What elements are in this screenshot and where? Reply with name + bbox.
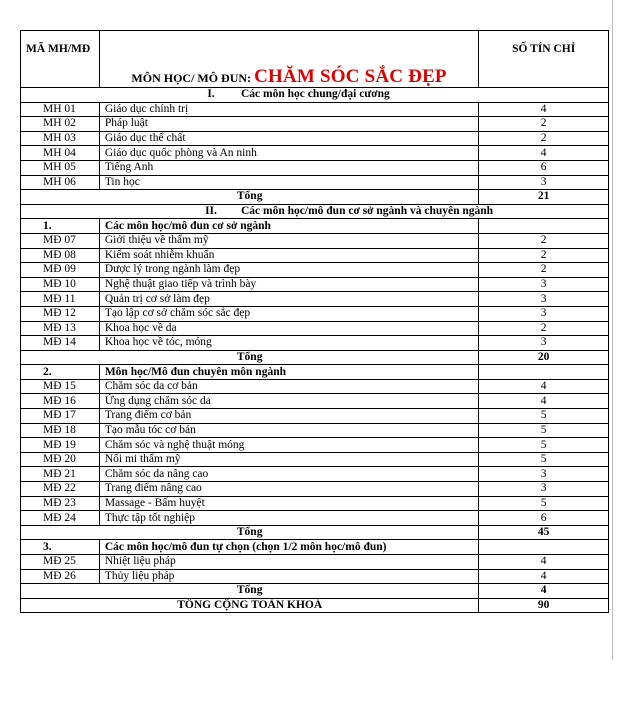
course-code: MĐ 16: [21, 394, 100, 409]
course-name: Giáo dục quốc phòng và An ninh: [99, 146, 479, 161]
course-code: MĐ 12: [21, 306, 100, 321]
course-code: MĐ 25: [21, 555, 100, 570]
course-credits: 3: [479, 336, 609, 351]
table-row: [21, 511, 609, 526]
course-name: Nối mi thẩm mỹ: [99, 452, 479, 467]
group-specialized-heading-title: Môn học/Mô đun chuyên môn ngành: [99, 365, 479, 380]
course-code: MĐ 26: [21, 569, 100, 584]
course-code: MĐ 24: [21, 511, 100, 526]
table-row: [21, 248, 609, 263]
group-specialized-heading: [21, 365, 609, 380]
course-credits: 2: [479, 131, 609, 146]
table-row: [21, 233, 609, 248]
header-code: MÃ MH/MĐ: [21, 31, 100, 88]
course-credits: 2: [479, 263, 609, 278]
course-name: Chăm sóc và nghệ thuật móng: [99, 438, 479, 453]
group-specialized-total-label: Tổng: [21, 525, 479, 540]
course-credits: 4: [479, 555, 609, 570]
table-row: [21, 555, 609, 570]
course-name: Thực tập tốt nghiệp: [99, 511, 479, 526]
course-code: MH 01: [21, 102, 100, 117]
course-credits: 4: [479, 394, 609, 409]
course-credits: 2: [479, 117, 609, 132]
course-name: Tạo lập cơ sở chăm sóc sắc đẹp: [99, 306, 479, 321]
group-specialized-total: [21, 525, 609, 540]
group-elective-total: [21, 584, 609, 599]
section-general-heading: [21, 88, 609, 103]
course-code: MH 02: [21, 117, 100, 132]
course-name: Giáo dục thể chất: [99, 131, 479, 146]
section-major-heading-cell: [21, 204, 609, 219]
table-row: [21, 146, 609, 161]
course-code: MĐ 17: [21, 409, 100, 424]
course-name: Kiểm soát nhiễm khuẩn: [99, 248, 479, 263]
grand-total-row: [21, 598, 609, 613]
course-code: MĐ 10: [21, 277, 100, 292]
course-code: MH 06: [21, 175, 100, 190]
course-name: Trang điểm nâng cao: [99, 482, 479, 497]
table-row: [21, 569, 609, 584]
course-name: Khoa học về tóc, móng: [99, 336, 479, 351]
course-credits: 3: [479, 482, 609, 497]
course-code: MH 03: [21, 131, 100, 146]
course-credits: 5: [479, 496, 609, 511]
section-general-total: [21, 190, 609, 205]
group-elective-heading-title: Các môn học/mô đun tự chọn (chọn 1/2 môn học/mô đun): [99, 540, 479, 555]
group-elective-total-label: Tổng: [21, 584, 479, 599]
table-row: [21, 394, 609, 409]
section-general-heading-title: Các môn học chung/đại cương: [241, 88, 390, 101]
table-row: [21, 423, 609, 438]
group-foundation-heading-empty: [479, 219, 609, 234]
group-specialized-heading-num: 2.: [21, 365, 100, 380]
course-name: Giáo dục chính trị: [99, 102, 479, 117]
table-row: [21, 438, 609, 453]
course-code: MĐ 20: [21, 452, 100, 467]
grand-total-label: TỔNG CỘNG TOÀN KHOÁ: [21, 598, 479, 613]
course-code: MH 05: [21, 160, 100, 175]
table-row: [21, 409, 609, 424]
course-credits: 4: [479, 379, 609, 394]
group-foundation-heading: [21, 219, 609, 234]
course-credits: 3: [479, 277, 609, 292]
course-code: MĐ 13: [21, 321, 100, 336]
table-row: [21, 117, 609, 132]
group-elective-heading-empty: [479, 540, 609, 555]
course-credits: 5: [479, 423, 609, 438]
section-general-heading-num: I.: [207, 88, 215, 101]
table-row: [21, 321, 609, 336]
page-edge: [612, 0, 613, 660]
course-code: MĐ 19: [21, 438, 100, 453]
course-name: Nhiệt liệu pháp: [99, 555, 479, 570]
group-foundation-total-value: 20: [479, 350, 609, 365]
course-code: MĐ 09: [21, 263, 100, 278]
table-row: [21, 336, 609, 351]
course-name: Quản trị cơ sở làm đẹp: [99, 292, 479, 307]
group-foundation-heading-num: 1.: [21, 219, 100, 234]
course-credits: 4: [479, 146, 609, 161]
course-code: MĐ 11: [21, 292, 100, 307]
group-foundation-heading-title: Các môn học/mô đun cơ sở ngành: [99, 219, 479, 234]
course-code: MĐ 15: [21, 379, 100, 394]
course-name: Giới thiệu về thẩm mỹ: [99, 233, 479, 248]
course-name: Chăm sóc da nâng cao: [99, 467, 479, 482]
course-name: Khoa học về da: [99, 321, 479, 336]
header-name: [99, 31, 479, 88]
table-row: [21, 496, 609, 511]
course-code: MĐ 23: [21, 496, 100, 511]
table-row: [21, 102, 609, 117]
course-credits: 5: [479, 452, 609, 467]
course-name: Dược lý trong ngành làm đẹp: [99, 263, 479, 278]
table-row: [21, 452, 609, 467]
table-row: [21, 277, 609, 292]
section-major-heading-num: II.: [205, 205, 217, 218]
group-foundation-total: [21, 350, 609, 365]
course-name: Thủy liệu pháp: [99, 569, 479, 584]
group-elective-heading: [21, 540, 609, 555]
course-credits: 3: [479, 292, 609, 307]
course-credits: 3: [479, 467, 609, 482]
course-name: Tạo mẫu tóc cơ bản: [99, 423, 479, 438]
course-credits: 5: [479, 409, 609, 424]
course-code: MĐ 21: [21, 467, 100, 482]
course-name: Tin học: [99, 175, 479, 190]
course-name: Massage - Bấm huyệt: [99, 496, 479, 511]
table-row: [21, 379, 609, 394]
section-general-total-label: Tổng: [21, 190, 479, 205]
header-name-prefix: MÔN HỌC/ MÔ ĐUN:: [131, 71, 255, 85]
course-name: Chăm sóc da cơ bản: [99, 379, 479, 394]
course-credits: 6: [479, 511, 609, 526]
table-row: [21, 306, 609, 321]
course-code: MĐ 07: [21, 233, 100, 248]
section-major-heading: [21, 204, 609, 219]
course-code: MĐ 18: [21, 423, 100, 438]
course-code: MĐ 22: [21, 482, 100, 497]
table-header-row: [21, 31, 609, 88]
group-elective-heading-num: 3.: [21, 540, 100, 555]
table-row: [21, 292, 609, 307]
section-general-heading-cell: [21, 88, 609, 103]
course-credits: 5: [479, 438, 609, 453]
course-credits: 2: [479, 248, 609, 263]
section-major-heading-title: Các môn học/mô đun cơ sở ngành và chuyên ngành: [241, 205, 494, 218]
header-credits: SỐ TÍN CHỈ: [479, 31, 609, 88]
course-code: MĐ 08: [21, 248, 100, 263]
table-row: [21, 131, 609, 146]
course-credits: 4: [479, 569, 609, 584]
course-credits: 4: [479, 102, 609, 117]
table-row: [21, 263, 609, 278]
group-foundation-total-label: Tổng: [21, 350, 479, 365]
table-row: [21, 160, 609, 175]
course-credits: 3: [479, 306, 609, 321]
course-name: Tiếng Anh: [99, 160, 479, 175]
course-credits: 6: [479, 160, 609, 175]
course-credits: 2: [479, 233, 609, 248]
course-code: MH 04: [21, 146, 100, 161]
course-name: Trang điểm cơ bản: [99, 409, 479, 424]
table-row: [21, 175, 609, 190]
course-code: MĐ 14: [21, 336, 100, 351]
curriculum-table: [20, 30, 609, 613]
course-name: Pháp luật: [99, 117, 479, 132]
course-name: Ứng dụng chăm sóc da: [99, 394, 479, 409]
program-title: CHĂM SÓC SẮC ĐẸP: [254, 66, 447, 87]
grand-total-value: 90: [479, 598, 609, 613]
group-specialized-total-value: 45: [479, 525, 609, 540]
course-credits: 2: [479, 321, 609, 336]
course-credits: 3: [479, 175, 609, 190]
group-specialized-heading-empty: [479, 365, 609, 380]
table-row: [21, 482, 609, 497]
group-elective-total-value: 4: [479, 584, 609, 599]
section-general-total-value: 21: [479, 190, 609, 205]
course-name: Nghệ thuật giao tiếp và trình bày: [99, 277, 479, 292]
table-row: [21, 467, 609, 482]
